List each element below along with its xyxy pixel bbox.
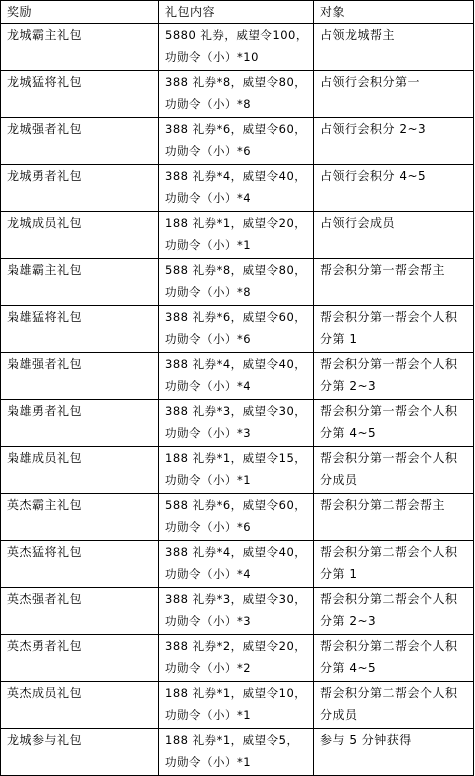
table-row [1,729,474,776]
content-cell: 388 礼券*4，威望令40，功勋令（小）*4 [159,353,314,400]
target-cell: 帮会积分第二帮会个人积分第 2~3 [314,588,474,635]
table-row [1,447,474,494]
content-cell: 388 礼券*4，威望令40，功勋令（小）*4 [159,541,314,588]
table-row [1,259,474,306]
content-cell: 388 礼券*6，威望令60，功勋令（小）*6 [159,306,314,353]
table-row [1,400,474,447]
table-row [1,165,474,212]
reward-cell: 龙城强者礼包 [1,118,159,165]
table-body [1,24,474,776]
target-cell: 占领行会积分第一 [314,71,474,118]
content-cell: 188 礼券*1，威望令15，功勋令（小）*1 [159,447,314,494]
table-row [1,306,474,353]
reward-cell: 英杰强者礼包 [1,588,159,635]
target-cell: 帮会积分第一帮会个人积分第 2~3 [314,353,474,400]
table-row [1,682,474,729]
content-cell: 388 礼券*6，威望令60，功勋令（小）*6 [159,118,314,165]
content-cell: 5880 礼券，威望令100，功勋令（小）*10 [159,24,314,71]
target-cell: 占领行会积分 2~3 [314,118,474,165]
reward-cell: 龙城参与礼包 [1,729,159,776]
table-row [1,24,474,71]
target-cell: 帮会积分第一帮会帮主 [314,259,474,306]
header-reward: 奖励 [1,1,159,24]
target-cell: 帮会积分第一帮会个人积分第 1 [314,306,474,353]
reward-cell: 英杰成员礼包 [1,682,159,729]
content-cell: 588 礼券*8，威望令80，功勋令（小）*8 [159,259,314,306]
target-cell: 帮会积分第一帮会个人积分第 4~5 [314,400,474,447]
header-row [1,1,474,24]
target-cell: 帮会积分第二帮会个人积分第 4~5 [314,635,474,682]
target-cell: 帮会积分第二帮会个人积分第 1 [314,541,474,588]
content-cell: 388 礼券*8，威望令80，功勋令（小）*8 [159,71,314,118]
reward-cell: 龙城霸主礼包 [1,24,159,71]
header-target: 对象 [314,1,474,24]
content-cell: 188 礼券*1，威望令20，功勋令（小）*1 [159,212,314,259]
reward-cell: 龙城成员礼包 [1,212,159,259]
target-cell: 帮会积分第一帮会个人积分成员 [314,447,474,494]
reward-cell: 枭雄勇者礼包 [1,400,159,447]
content-cell: 188 礼券*1，威望令10，功勋令（小）*1 [159,682,314,729]
reward-cell: 英杰猛将礼包 [1,541,159,588]
table-row [1,71,474,118]
table-row [1,494,474,541]
table-row [1,118,474,165]
content-cell: 388 礼券*4，威望令40，功勋令（小）*4 [159,165,314,212]
reward-cell: 英杰勇者礼包 [1,635,159,682]
reward-cell: 英杰霸主礼包 [1,494,159,541]
target-cell: 参与 5 分钟获得 [314,729,474,776]
header-content: 礼包内容 [159,1,314,24]
reward-cell: 枭雄成员礼包 [1,447,159,494]
content-cell: 588 礼券*6，威望令60，功勋令（小）*6 [159,494,314,541]
target-cell: 帮会积分第二帮会帮主 [314,494,474,541]
table-row [1,635,474,682]
reward-cell: 龙城猛将礼包 [1,71,159,118]
content-cell: 388 礼券*2，威望令20，功勋令（小）*2 [159,635,314,682]
target-cell: 占领龙城帮主 [314,24,474,71]
target-cell: 帮会积分第二帮会个人积分成员 [314,682,474,729]
table-row [1,541,474,588]
reward-cell: 枭雄霸主礼包 [1,259,159,306]
target-cell: 占领行会成员 [314,212,474,259]
content-cell: 388 礼券*3，威望令30，功勋令（小）*3 [159,588,314,635]
target-cell: 占领行会积分 4~5 [314,165,474,212]
reward-cell: 龙城勇者礼包 [1,165,159,212]
content-cell: 188 礼券*1，威望令5，功勋令（小）*1 [159,729,314,776]
reward-cell: 枭雄猛将礼包 [1,306,159,353]
reward-cell: 枭雄强者礼包 [1,353,159,400]
table-row [1,588,474,635]
table-row [1,212,474,259]
content-cell: 388 礼券*3，威望令30，功勋令（小）*3 [159,400,314,447]
table-row [1,353,474,400]
